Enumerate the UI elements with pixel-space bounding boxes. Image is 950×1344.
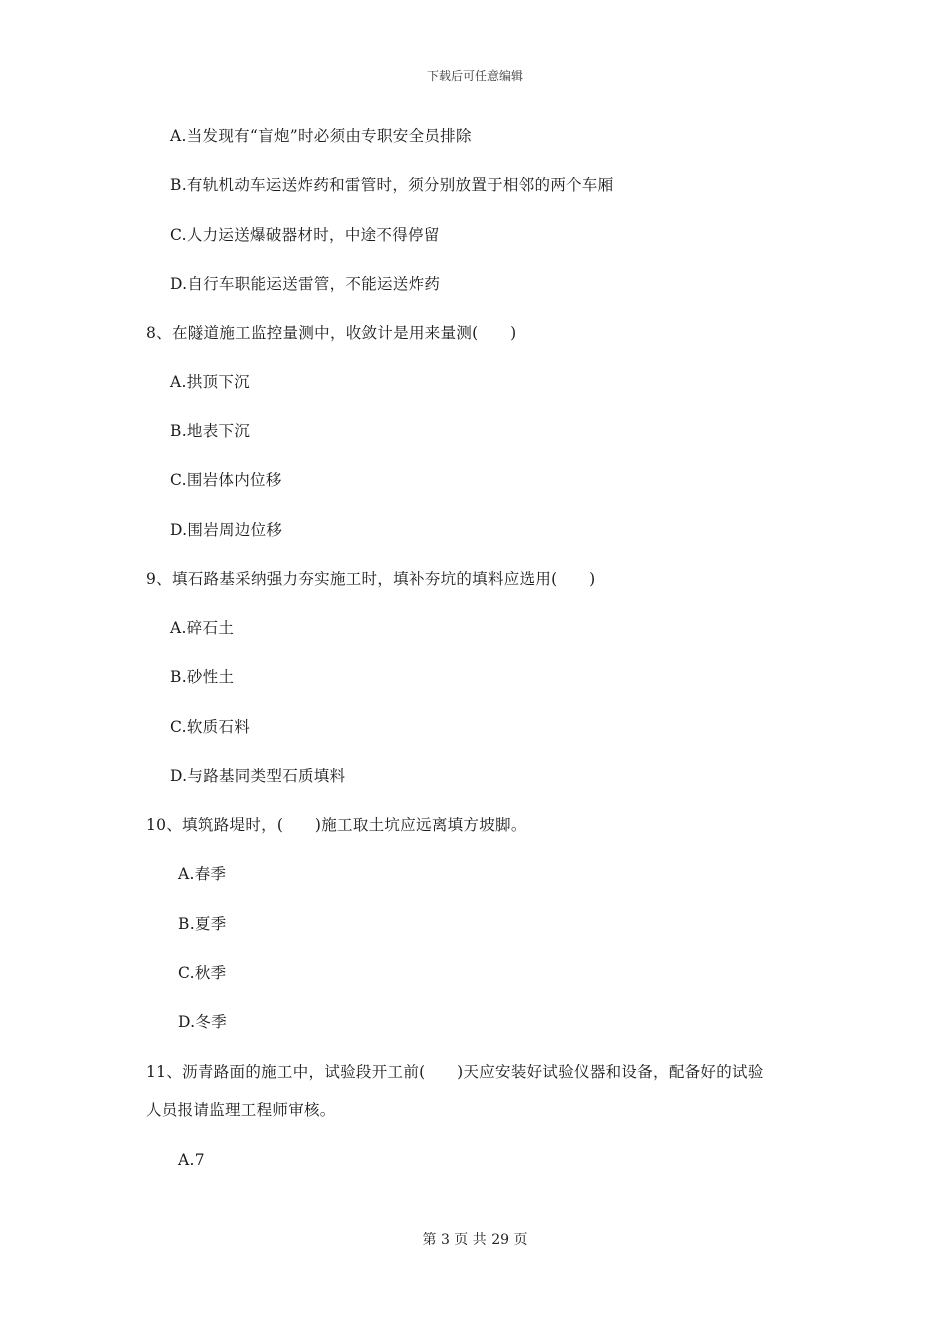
option-text: B.地表下沉 [170,422,251,440]
question-text: 10、填筑路堤时，( )施工取土坑应远离填方坡脚。 [146,816,527,834]
option-text: D.冬季 [178,1013,228,1031]
option-text: C.秋季 [178,964,227,982]
option-text: D.围岩周边位移 [170,521,283,539]
option-text: B.有轨机动车运送炸药和雷管时，须分别放置于相邻的两个车厢 [170,176,614,194]
option-text: B.砂性土 [170,668,235,686]
page-header: 下载后可任意编辑 [426,69,523,83]
option-text: A.拱顶下沉 [170,373,250,391]
page-footer: 第 3 页 共 29 页 [422,1232,528,1248]
question-text: 人员报请监理工程师审核。 [146,1101,336,1119]
option-text: A.7 [178,1151,205,1169]
option-text: D.与路基同类型石质填料 [170,767,346,785]
question-text: 8、在隧道施工监控量测中，收敛计是用来量测( ) [146,324,517,342]
option-text: A.春季 [178,865,227,883]
question-text: 9、填石路基采纳强力夯实施工时，填补夯坑的填料应选用( ) [146,570,596,588]
option-text: D.自行车职能运送雷管，不能运送炸药 [170,275,441,293]
option-text: C.软质石料 [170,718,251,736]
option-text: A.碎石土 [170,619,235,637]
option-text: C.围岩体内位移 [170,471,282,489]
option-text: B.夏季 [178,915,227,933]
question-text: 11、沥青路面的施工中，试验段开工前( )天应安装好试验仪器和设备，配备好的试验 [146,1063,764,1081]
option-text: C.人力运送爆破器材时，中途不得停留 [170,226,440,244]
option-text: A.当发现有“盲炮”时必须由专职安全员排除 [170,127,472,145]
